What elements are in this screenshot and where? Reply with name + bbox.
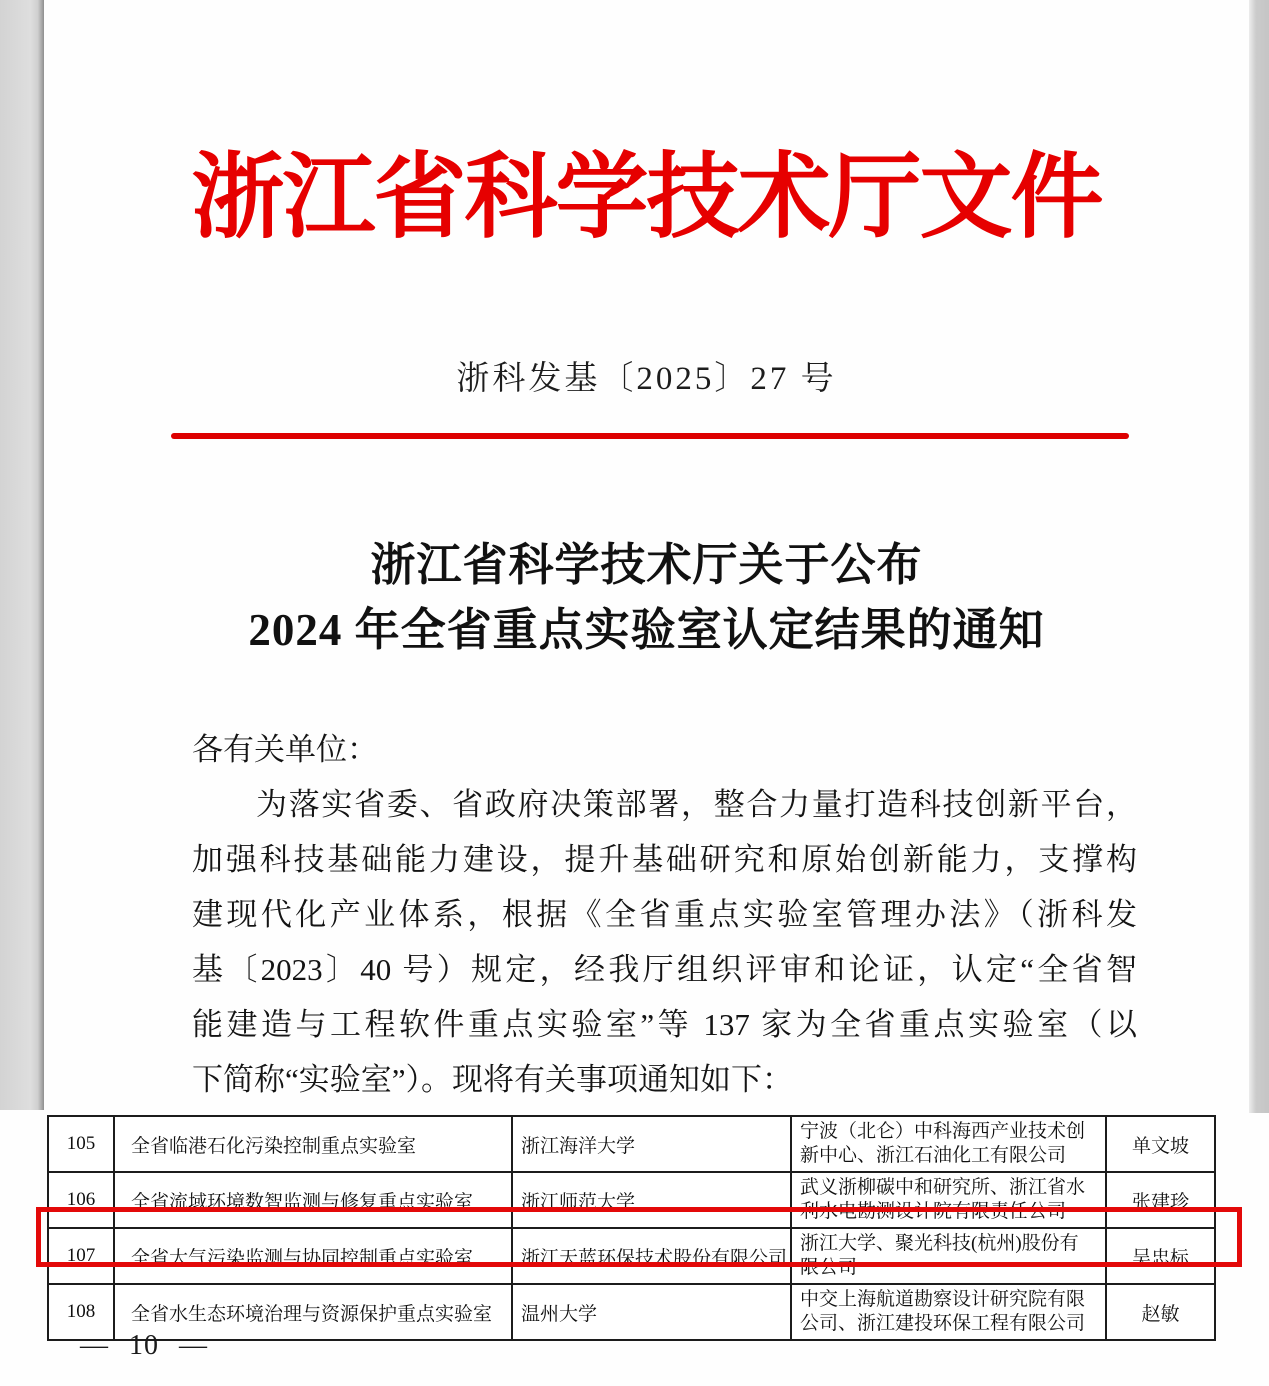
director-name-cell: 张建珍	[1106, 1172, 1215, 1228]
page-left-margin-shadow	[0, 0, 44, 1110]
partner-institutions-cell: 浙江大学、聚光科技(杭州)股份有限公司	[791, 1228, 1106, 1284]
host-institution-cell: 浙江师范大学	[512, 1172, 791, 1228]
row-number-cell: 108	[48, 1284, 114, 1340]
document-number: 浙科发基〔2025〕27 号	[456, 361, 837, 397]
partner-institutions-cell: 中交上海航道勘察设计研究院有限公司、浙江建投环保工程有限公司	[791, 1284, 1106, 1340]
director-name-cell: 赵敏	[1106, 1284, 1215, 1340]
body-text	[192, 722, 1137, 1107]
row-107-red-highlight-box	[36, 1207, 1242, 1267]
host-institution-cell: 浙江天蓝环保技术股份有限公司	[512, 1228, 791, 1284]
page-number: — 10 —	[80, 1330, 208, 1361]
lab-name-cell: 全省水生态环境治理与资源保护重点实验室	[114, 1284, 512, 1340]
director-name-cell: 单文坡	[1106, 1116, 1215, 1172]
row-number-cell: 107	[48, 1228, 114, 1284]
body-paragraph-line: 下简称“实验室”）。现将有关事项通知如下：	[192, 1062, 794, 1097]
page-right-margin-shadow	[1249, 0, 1269, 1113]
body-paragraph-line: 加强科技基础能力建设，提升基础研究和原始创新能力，支撑构	[192, 842, 1137, 877]
red-divider-rule	[171, 433, 1129, 439]
salutation: 各有关单位：	[192, 732, 378, 767]
partner-institutions-cell: 武义浙柳碳中和研究所、浙江省水利水电勘测设计院有限责任公司	[791, 1172, 1106, 1228]
table-row-108	[48, 1284, 1215, 1340]
host-institution-cell: 浙江海洋大学	[512, 1116, 791, 1172]
body-paragraph-line: 建现代化产业体系，根据《全省重点实验室管理办法》（浙科发	[192, 897, 1137, 932]
body-paragraph-line: 为落实省委、省政府决策部署，整合力量打造科技创新平台，	[256, 787, 1137, 822]
body-paragraph-line: 基〔2023〕40 号）规定，经我厅组织评审和论证，认定“全省智	[192, 952, 1137, 987]
letterhead-title: 浙江省科学技术厅文件	[191, 147, 1102, 250]
table-row-105	[48, 1116, 1215, 1172]
row-number-cell: 106	[48, 1172, 114, 1228]
row-number-cell: 105	[48, 1116, 114, 1172]
lab-name-cell: 全省大气污染监测与协同控制重点实验室	[114, 1228, 512, 1284]
lab-name-cell: 全省流域环境数智监测与修复重点实验室	[114, 1172, 512, 1228]
director-name-cell: 吴忠标	[1106, 1228, 1215, 1284]
body-paragraph-line: 能建造与工程软件重点实验室”等 137 家为全省重点实验室（以	[192, 1007, 1137, 1042]
notice-title-line2: 2024 年全省重点实验室认定结果的通知	[248, 605, 1045, 655]
partner-institutions-cell: 宁波（北仑）中科海西产业技术创新中心、浙江石油化工有限公司	[791, 1116, 1106, 1172]
host-institution-cell: 温州大学	[512, 1284, 791, 1340]
lab-name-cell: 全省临港石化污染控制重点实验室	[114, 1116, 512, 1172]
notice-title-line1: 浙江省科学技术厅关于公布	[370, 540, 923, 590]
